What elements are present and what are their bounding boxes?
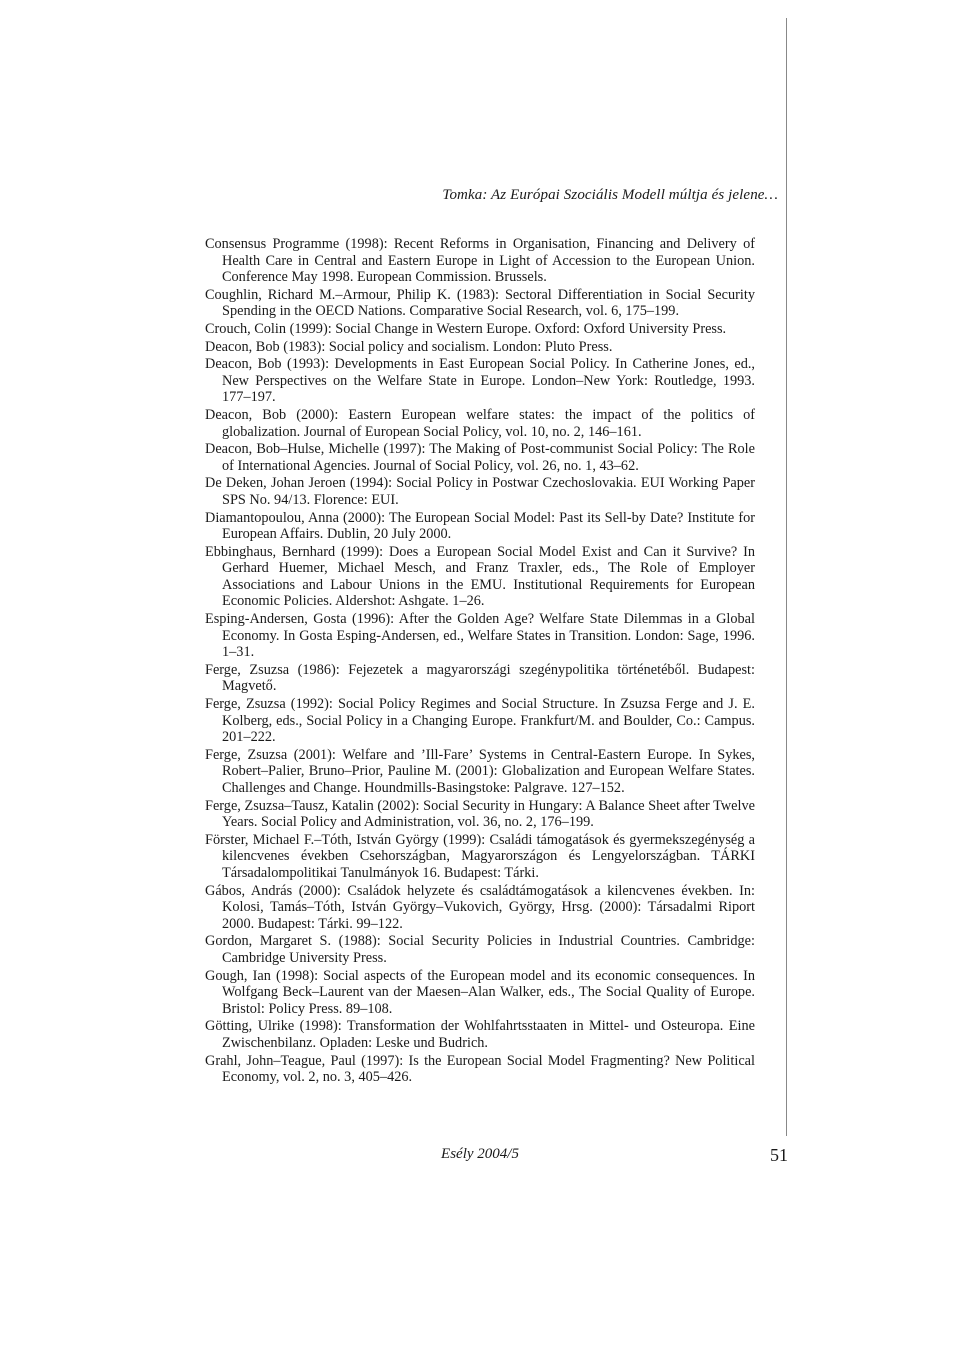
reference-entry: Deacon, Bob (1993): Developments in East European Social Policy. In Catherine Jones, ed., New Perspectives on the Welfare State in Europe. London–New York: Routledge, 1993. 177–197.	[205, 356, 755, 406]
reference-entry: Consensus Programme (1998): Recent Reforms in Organisation, Financing and Delivery of Health Care in Central and Eastern Europe in Light of Accession to the European Union. Conference May 1998. European Commission. Brussels.	[205, 236, 755, 286]
reference-entry: Coughlin, Richard M.–Armour, Philip K. (1983): Sectoral Differentiation in Social Security Spending in the OECD Nations. Comparative Social Research, vol. 6, 175–199.	[205, 286, 755, 320]
reference-list	[205, 236, 755, 1087]
reference-entry: De Deken, Johan Jeroen (1994): Social Policy in Postwar Czechoslovakia. EUI Working Paper SPS No. 94/13. Florence: EUI.	[205, 475, 755, 508]
page-number: 51	[770, 1145, 788, 1165]
reference-entry: Gordon, Margaret S. (1988): Social Security Policies in Industrial Countries. Cambridge: Cambridge University Press.	[205, 933, 755, 966]
reference-entry: Förster, Michael F.–Tóth, István György (1999): Családi támogatások és gyermekszegénység a kilencvenes években Csehországban, Magyarországon és Lengyelországban. TÁRKI Társadalompolitikai Tanulmányok 16. Budapest: Tárki.	[205, 831, 755, 881]
margin-rule	[786, 18, 787, 1136]
reference-entry: Deacon, Bob (1983): Social policy and socialism. London: Pluto Press.	[205, 338, 613, 355]
reference-entry: Esping-Andersen, Gosta (1996): After the Golden Age? Welfare State Dilemmas in a Global Economy. In Gosta Esping-Andersen, ed., Welfare States in Transition. London: Sage, 1996. 1–31.	[205, 611, 755, 661]
reference-entry: Grahl, John–Teague, Paul (1997): Is the European Social Model Fragmenting? New Political Economy, vol. 2, no. 3, 405–426.	[205, 1052, 755, 1086]
reference-entry: Deacon, Bob (2000): Eastern European welfare states: the impact of the politics of globalization. Journal of European Social Policy, vol. 10, no. 2, 146–161.	[205, 406, 755, 440]
reference-entry: Crouch, Colin (1999): Social Change in Western Europe. Oxford: Oxford University Press.	[205, 320, 727, 337]
reference-entry: Deacon, Bob–Hulse, Michelle (1997): The Making of Post-communist Social Policy: The Role of International Agencies. Journal of Social Policy, vol. 26, no. 1, 43–62.	[205, 441, 755, 474]
reference-entry: Gough, Ian (1998): Social aspects of the European model and its economic consequences. In Wolfgang Beck–Laurent van der Maesen–Alan Walker, eds., The Social Quality of Europe. Bristol: Policy Press. 89–108.	[205, 967, 755, 1017]
reference-entry: Ferge, Zsuzsa (1986): Fejezetek a magyarországi szegénypolitika történetéből. Budapest: Magvető.	[205, 661, 755, 695]
reference-entry: Ferge, Zsuzsa–Tausz, Katalin (2002): Social Security in Hungary: A Balance Sheet after Twelve Years. Social Policy and Administration, vol. 36, no. 2, 176–199.	[205, 797, 755, 831]
reference-entry: Ferge, Zsuzsa (2001): Welfare and ’Ill-Fare’ Systems in Central-Eastern Europe. In Sykes, Robert–Palier, Bruno–Prior, Pauline M. (2001): Globalization and European Welfare States. Challenges and Change. Houndmills-Basingstoke: Palgrave. 127–152.	[205, 746, 755, 796]
reference-entry: Diamantopoulou, Anna (2000): The European Social Model: Past its Sell-by Date? Institute for European Affairs. Dublin, 20 July 2000.	[205, 509, 755, 543]
footer-journal-title: Esély 2004/5	[441, 1146, 519, 1162]
reference-entry: Ebbinghaus, Bernhard (1999): Does a European Social Model Exist and Can it Survive? In Gerhard Huemer, Michael Mesch, and Franz Traxler, eds., The Role of Employer Associations and Labour Unions in the EMU. Institutional Requirements for European Economic Policies. Aldershot: Ashgate. 1–26.	[205, 543, 755, 610]
running-head: Tomka: Az Európai Szociális Modell múltja és jelene…	[442, 187, 778, 203]
reference-entry: Ferge, Zsuzsa (1992): Social Policy Regimes and Social Structure. In Zsuzsa Ferge and J. E. Kolberg, eds., Social Policy in a Changing Europe. Frankfurt/M. and Boulder, Co.: Campus. 201–222.	[205, 696, 755, 746]
reference-entry: Gábos, András (2000): Családok helyzete és családtámogatások a kilencvenes években. In: Kolosi, Tamás–Tóth, István György–Vukovich, György, Hrsg. (2000): Társadalmi Riport 2000. Budapest: Tárki. 99–122.	[205, 882, 755, 932]
reference-entry: Götting, Ulrike (1998): Transformation der Wohlfahrtsstaaten in Mittel- und Osteuropa. Eine Zwischenbilanz. Opladen: Leske und Budrich.	[205, 1018, 755, 1051]
